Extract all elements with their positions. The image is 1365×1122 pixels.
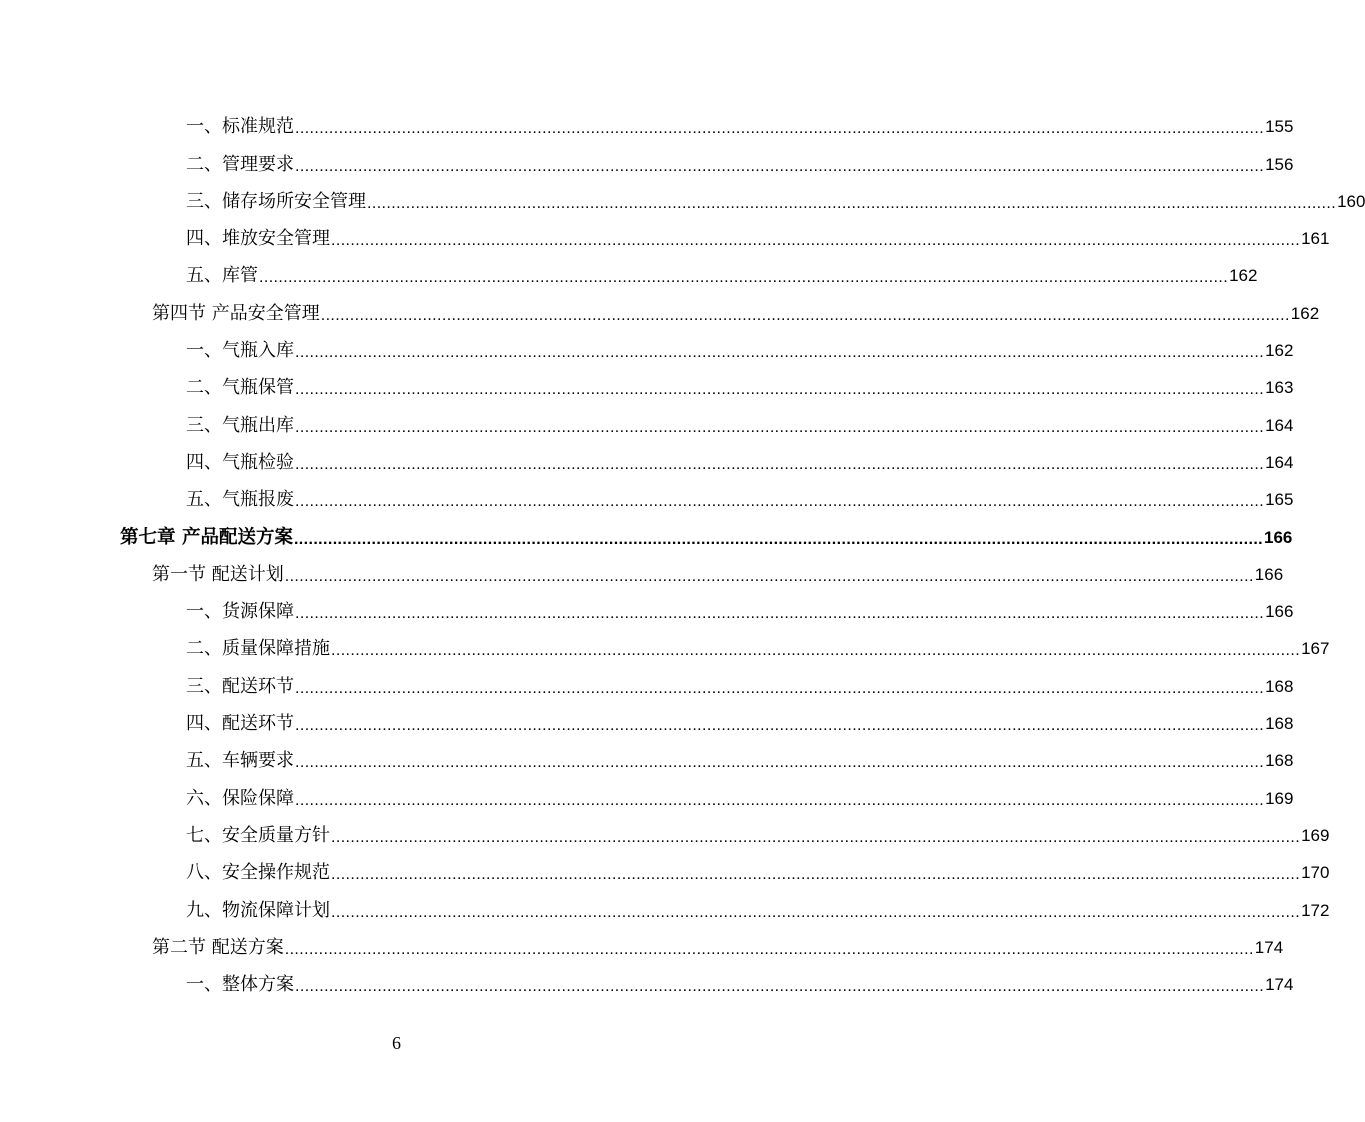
toc-entry-title: 第二节 配送方案 (152, 936, 284, 958)
toc-entry[interactable] (0, 847, 1330, 884)
toc-leader-dots: ........................................................................................................................................................................................................ (331, 828, 1301, 846)
toc-entry-title: 二、管理要求 (186, 153, 294, 175)
toc-entry-page: 166 (1264, 527, 1293, 547)
toc-leader-dots: ........................................................................................................................................................................................................ (295, 120, 1265, 138)
toc-leader-dots: ........................................................................................................................................................................................................ (295, 605, 1265, 623)
toc-entry[interactable] (0, 810, 1330, 847)
toc-entry-page: 167 (1301, 639, 1330, 659)
toc-entry-title: 五、气瓶报废 (186, 489, 294, 511)
toc-entry-page: 166 (1265, 602, 1294, 622)
toc-entry-page: 162 (1290, 303, 1320, 323)
toc-entry-page: 169 (1301, 825, 1330, 845)
toc-entry[interactable] (0, 287, 1320, 324)
toc-entry-page: 172 (1301, 900, 1330, 920)
toc-entry[interactable] (0, 399, 1294, 436)
toc-entry[interactable] (0, 250, 1258, 287)
toc-leader-dots: ........................................................................................................................................................................................................ (367, 194, 1337, 212)
toc-entry-page: 164 (1265, 452, 1294, 472)
toc-entry-title: 一、气瓶入库 (186, 340, 294, 362)
toc-entry[interactable] (0, 623, 1330, 660)
toc-entry-title: 六、保险保障 (186, 787, 294, 809)
toc-entry-title: 三、气瓶出库 (186, 414, 294, 436)
toc-entry-page: 166 (1254, 564, 1284, 584)
toc-entry-title: 三、储存场所安全管理 (186, 190, 366, 212)
toc-entry-title: 一、整体方案 (186, 974, 294, 996)
toc-entry[interactable] (0, 922, 1284, 959)
toc-leader-dots: ........................................................................................................................................................................................................ (295, 344, 1265, 362)
page-number: 6 (392, 1033, 401, 1053)
toc-leader-dots: ........................................................................................................................................................................................................ (320, 306, 1290, 324)
toc-entry[interactable] (0, 586, 1294, 623)
toc-entry-title: 四、气瓶检验 (186, 451, 294, 473)
toc-entry[interactable] (0, 660, 1294, 697)
toc-entry[interactable] (0, 549, 1284, 586)
toc-entry-title: 九、物流保障计划 (186, 899, 330, 921)
toc-entry-title: 八、安全操作规范 (186, 862, 330, 884)
toc-entry-page: 170 (1301, 863, 1330, 883)
toc-leader-dots: ........................................................................................................................................................................................................ (295, 978, 1265, 996)
toc-entry-title: 三、配送环节 (186, 675, 294, 697)
toc-entry-page: 161 (1301, 229, 1330, 249)
toc-entry-title: 七、安全质量方针 (186, 824, 330, 846)
toc-entry-title: 一、货源保障 (186, 601, 294, 623)
toc-entry-page: 163 (1265, 378, 1294, 398)
toc-entry-page: 164 (1265, 415, 1294, 435)
toc-entry[interactable] (0, 698, 1294, 735)
toc-entry-page: 168 (1265, 751, 1294, 771)
toc-entry[interactable] (0, 213, 1330, 250)
toc-entry-page: 155 (1265, 117, 1294, 137)
toc-entry[interactable] (0, 138, 1294, 175)
toc-leader-dots: ........................................................................................................................................................................................................ (295, 157, 1265, 175)
toc-entry[interactable] (0, 437, 1294, 474)
toc-entry[interactable] (0, 959, 1294, 996)
toc-leader-dots: ........................................................................................................................................................................................................ (295, 381, 1265, 399)
toc-entry-page: 156 (1265, 154, 1294, 174)
toc-leader-dots: ........................................................................................................................................................................................................ (259, 269, 1229, 287)
toc-leader-dots: ........................................................................................................................................................................................................ (331, 866, 1301, 884)
toc-entry[interactable] (0, 884, 1330, 921)
toc-entry[interactable] (0, 101, 1294, 138)
toc-leader-dots: ........................................................................................................................................................................................................ (295, 493, 1265, 511)
toc-leader-dots: ........................................................................................................................................................................................................ (331, 642, 1301, 660)
toc-entry-title: 四、堆放安全管理 (186, 228, 330, 250)
toc-entry-page: 168 (1265, 676, 1294, 696)
toc-entry-page: 165 (1265, 490, 1294, 510)
toc-entry[interactable] (0, 772, 1294, 809)
toc-entry-title: 五、车辆要求 (186, 750, 294, 772)
toc-leader-dots: ........................................................................................................................................................................................................ (295, 679, 1265, 697)
toc-entry-page: 162 (1265, 341, 1294, 361)
toc-entry-title: 二、质量保障措施 (186, 638, 330, 660)
toc-leader-dots: ........................................................................................................................................................................................................ (295, 791, 1265, 809)
toc-entry-page: 160 (1337, 191, 1365, 211)
toc-entry-title: 第一节 配送计划 (152, 563, 284, 585)
toc-entry-page: 168 (1265, 714, 1294, 734)
toc-leader-dots: ........................................................................................................................................................................................................ (295, 455, 1265, 473)
toc-leader-dots: ........................................................................................................................................................................................................ (284, 940, 1254, 958)
toc-entry-title: 一、标准规范 (186, 116, 294, 138)
table-of-contents (0, 101, 1365, 996)
toc-leader-dots: ........................................................................................................................................................................................................ (284, 567, 1254, 585)
toc-entry[interactable] (0, 362, 1294, 399)
toc-leader-dots: ........................................................................................................................................................................................................ (293, 530, 1264, 548)
toc-leader-dots: ........................................................................................................................................................................................................ (295, 717, 1265, 735)
toc-entry[interactable] (0, 325, 1294, 362)
toc-entry-title: 第四节 产品安全管理 (152, 302, 320, 324)
toc-entry-page: 169 (1265, 788, 1294, 808)
toc-entry-page: 174 (1265, 975, 1294, 995)
toc-entry[interactable] (0, 735, 1294, 772)
toc-entry-title: 五、库管 (186, 265, 258, 287)
toc-entry-title: 四、配送环节 (186, 713, 294, 735)
toc-entry-title: 二、气瓶保管 (186, 377, 294, 399)
toc-entry[interactable] (0, 474, 1294, 511)
toc-entry[interactable] (0, 176, 1365, 213)
toc-entry-page: 162 (1229, 266, 1258, 286)
toc-leader-dots: ........................................................................................................................................................................................................ (295, 418, 1265, 436)
toc-entry-page: 174 (1254, 937, 1284, 957)
toc-leader-dots: ........................................................................................................................................................................................................ (295, 754, 1265, 772)
toc-leader-dots: ........................................................................................................................................................................................................ (331, 232, 1301, 250)
toc-entry[interactable] (0, 511, 1293, 548)
toc-entry-title: 第七章 产品配送方案 (120, 526, 293, 548)
toc-leader-dots: ........................................................................................................................................................................................................ (331, 903, 1301, 921)
